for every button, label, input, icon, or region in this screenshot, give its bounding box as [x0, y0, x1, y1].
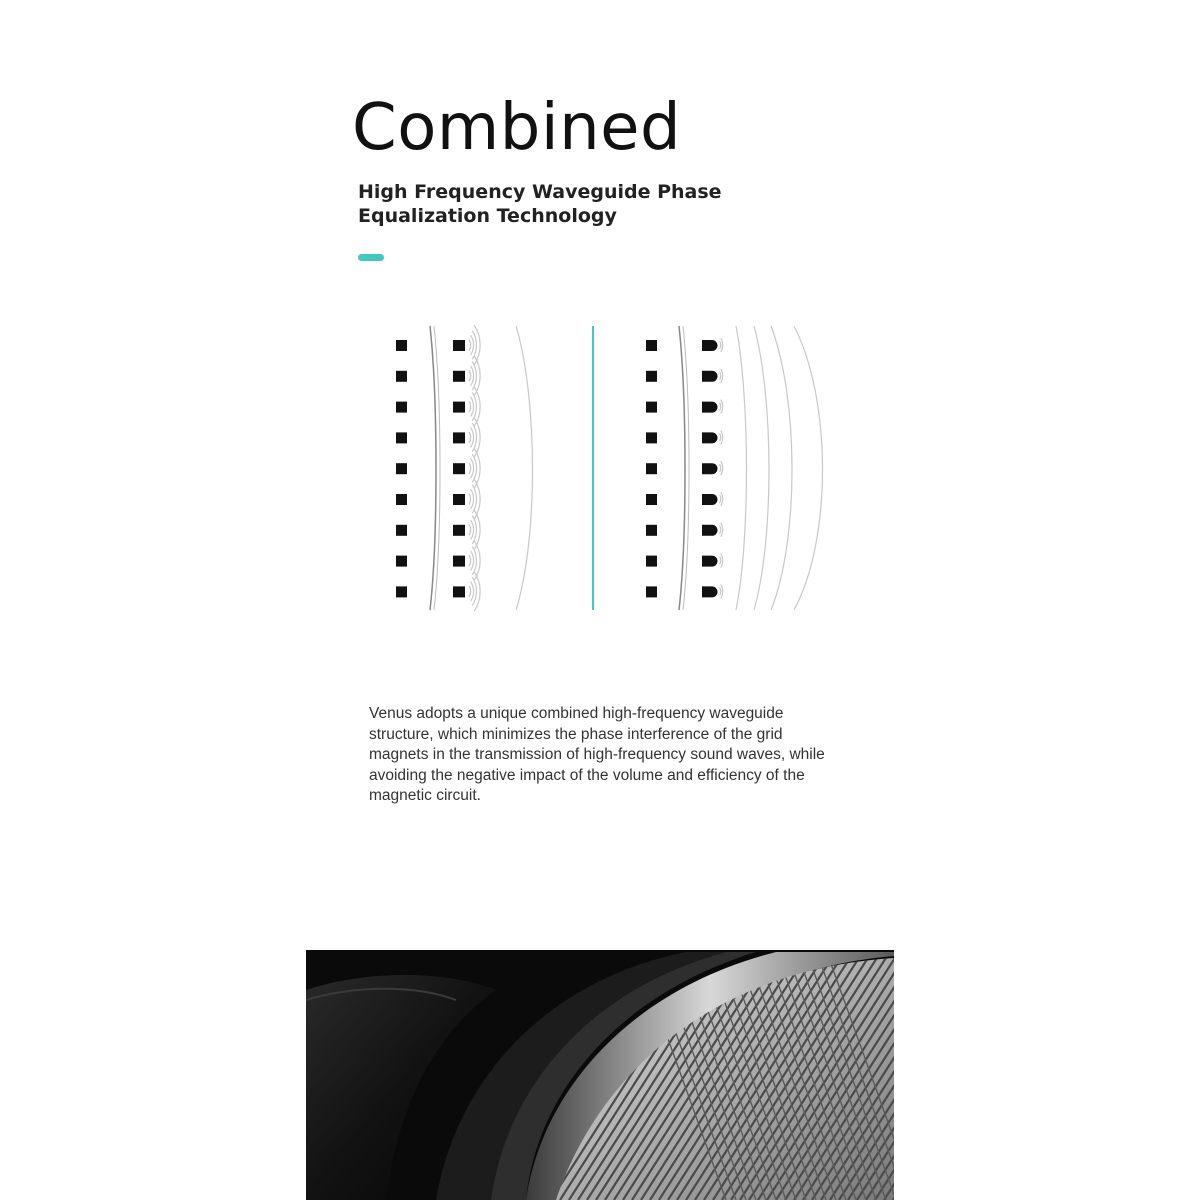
magnet-square	[453, 525, 465, 536]
sound-wave-arc	[469, 524, 471, 535]
magnet-square	[646, 432, 657, 443]
sound-wave-arc	[472, 362, 476, 391]
sound-wave-arc	[474, 325, 480, 365]
sound-wave-arc	[720, 433, 721, 441]
waveguide-magnet	[702, 340, 718, 351]
product-panel	[306, 0, 894, 1200]
magnet-square	[396, 586, 407, 597]
combined-waveguide-diagram	[646, 326, 823, 610]
diaphragm-line	[683, 326, 689, 610]
sound-wave-arc	[720, 557, 721, 565]
magnet-square	[453, 340, 465, 351]
accent-bar	[358, 254, 384, 261]
sound-wave-front	[771, 326, 792, 610]
magnet-square	[453, 586, 465, 597]
sound-wave-arc	[474, 418, 480, 458]
sound-wave-arc	[472, 331, 476, 360]
magnet-square	[646, 340, 657, 351]
sound-wave-arc	[469, 432, 471, 443]
magnet-square	[646, 556, 657, 567]
magnet-square	[646, 525, 657, 536]
sound-wave-arc	[720, 341, 721, 349]
sound-wave-arc	[472, 577, 476, 606]
waveguide-magnet	[702, 402, 718, 413]
sound-wave-arc	[472, 423, 476, 452]
sound-wave-arc	[469, 370, 471, 381]
sound-wave-front	[736, 326, 747, 610]
waveguide-magnet	[702, 432, 718, 443]
sound-wave-arc	[469, 555, 471, 566]
sound-wave-arc	[469, 463, 471, 474]
standard-magnet-diagram	[396, 325, 533, 611]
magnet-square	[396, 402, 407, 413]
magnet-square	[453, 402, 465, 413]
waveguide-magnet	[702, 371, 718, 382]
waveguide-comparison-diagram	[366, 320, 846, 620]
sound-wave-arc	[720, 464, 721, 472]
sound-wave-arc	[474, 510, 480, 550]
sound-wave-front	[516, 326, 533, 610]
sound-wave-arc	[469, 494, 471, 505]
magnet-square	[453, 432, 465, 443]
sound-wave-front	[754, 326, 769, 610]
diaphragm-line	[434, 326, 440, 610]
sound-wave-arc	[474, 387, 480, 427]
magnet-square	[646, 494, 657, 505]
magnet-square	[646, 463, 657, 474]
sound-wave-arc	[720, 526, 721, 534]
page-title: Combined	[352, 91, 682, 165]
sound-wave-arc	[469, 340, 471, 351]
sound-wave-arc	[720, 495, 721, 503]
sound-wave-arc	[474, 356, 480, 396]
magnet-square	[453, 494, 465, 505]
sound-wave-arc	[720, 587, 721, 595]
magnet-square	[453, 371, 465, 382]
sound-wave-front	[794, 326, 823, 610]
magnet-square	[396, 494, 407, 505]
waveguide-magnet	[702, 556, 718, 567]
sound-wave-arc	[472, 454, 476, 483]
waveguide-magnet	[702, 525, 718, 536]
diaphragm-line	[679, 326, 685, 610]
sound-wave-arc	[472, 516, 476, 545]
sound-wave-arc	[472, 392, 476, 421]
waveguide-magnet	[702, 494, 718, 505]
page-subtitle: High Frequency Waveguide Phase Equalization Technology	[358, 181, 722, 227]
magnet-square	[453, 463, 465, 474]
magnet-square	[396, 525, 407, 536]
magnet-square	[396, 371, 407, 382]
waveguide-magnet	[702, 463, 718, 474]
sound-wave-arc	[469, 401, 471, 412]
magnet-square	[453, 556, 465, 567]
magnet-square	[396, 432, 407, 443]
sound-wave-arc	[474, 479, 480, 519]
sound-wave-arc	[472, 546, 476, 575]
magnet-square	[396, 556, 407, 567]
sound-wave-arc	[474, 448, 480, 488]
headphone-closeup-image	[306, 950, 894, 1200]
sound-wave-arc	[720, 403, 721, 411]
sound-wave-arc	[720, 372, 721, 380]
description-text: Venus adopts a unique combined high-frequency waveguide structure, which minimizes the phase interference of the grid magnets in the transmission of high-frequency sound waves, while avoiding the negative impact of the volume and efficiency of the magnetic circuit.	[369, 705, 825, 804]
magnet-square	[646, 402, 657, 413]
magnet-square	[646, 586, 657, 597]
magnet-square	[396, 340, 407, 351]
sound-wave-arc	[474, 572, 480, 612]
sound-wave-arc	[469, 586, 471, 597]
magnet-square	[646, 371, 657, 382]
sound-wave-arc	[472, 485, 476, 514]
sound-wave-arc	[474, 541, 480, 581]
waveguide-magnet	[702, 586, 718, 597]
diaphragm-line	[430, 326, 436, 610]
magnet-square	[396, 463, 407, 474]
